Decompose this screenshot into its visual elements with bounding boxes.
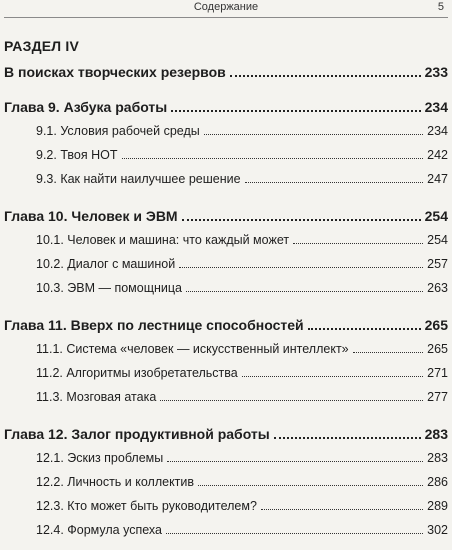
subsection-page: 242 bbox=[427, 148, 448, 162]
dot-leader bbox=[166, 532, 423, 534]
subsection-page: 286 bbox=[427, 475, 448, 489]
dot-leader bbox=[182, 218, 421, 221]
part-page: 233 bbox=[424, 64, 448, 80]
dot-leader bbox=[353, 351, 424, 353]
dot-leader bbox=[261, 508, 423, 510]
chapter-page: 283 bbox=[424, 426, 448, 442]
subsection-page: 247 bbox=[427, 172, 448, 186]
toc-chapter-entry bbox=[4, 208, 448, 226]
chapter-title: Глава 12. Залог продуктивной работы bbox=[4, 426, 270, 442]
dot-leader bbox=[308, 327, 421, 330]
toc-subsection-entry bbox=[4, 499, 448, 517]
subsection-title: 11.3. Мозговая атака bbox=[36, 390, 157, 404]
chapter-title: Глава 9. Азбука работы bbox=[4, 99, 168, 115]
toc-subsection-entry bbox=[4, 148, 448, 166]
subsection-title: 12.1. Эскиз проблемы bbox=[36, 451, 164, 465]
dot-leader bbox=[167, 460, 423, 462]
toc-part-entry bbox=[4, 64, 448, 82]
header-page-number: 5 bbox=[437, 1, 444, 13]
dot-leader bbox=[274, 436, 421, 439]
toc-subsection-entry bbox=[4, 281, 448, 299]
toc-chapter-entry bbox=[4, 317, 448, 335]
chapter-page: 234 bbox=[424, 99, 448, 115]
dot-leader bbox=[293, 242, 423, 244]
toc-subsection-entry bbox=[4, 342, 448, 360]
subsection-page: 271 bbox=[427, 366, 448, 380]
dot-leader bbox=[242, 375, 423, 377]
toc-subsection-entry bbox=[4, 233, 448, 251]
subsection-page: 234 bbox=[427, 124, 448, 138]
subsection-page: 257 bbox=[427, 257, 448, 271]
dot-leader bbox=[122, 157, 424, 159]
toc-subsection-entry bbox=[4, 172, 448, 190]
chapter-page: 265 bbox=[424, 317, 448, 333]
dot-leader bbox=[245, 181, 424, 183]
subsection-page: 265 bbox=[427, 342, 448, 356]
subsection-title: 12.2. Личность и коллектив bbox=[36, 475, 195, 489]
subsection-title: 9.3. Как найти наилучшее решение bbox=[36, 172, 241, 186]
subsection-page: 263 bbox=[427, 281, 448, 295]
section-label: РАЗДЕЛ IV bbox=[4, 38, 80, 54]
subsection-title: 11.1. Система «человек — искусственный интеллект» bbox=[36, 342, 349, 356]
subsection-page: 277 bbox=[427, 390, 448, 404]
subsection-title: 10.1. Человек и машина: что каждый может bbox=[36, 233, 290, 247]
subsection-page: 289 bbox=[427, 499, 448, 513]
toc-subsection-entry bbox=[4, 257, 448, 275]
chapter-title: Глава 11. Вверх по лестнице способностей bbox=[4, 317, 304, 333]
subsection-title: 9.2. Твоя НОТ bbox=[36, 148, 118, 162]
subsection-title: 12.3. Кто может быть руководителем? bbox=[36, 499, 257, 513]
toc-chapter-entry bbox=[4, 99, 448, 117]
toc-subsection-entry bbox=[4, 124, 448, 142]
dot-leader bbox=[179, 266, 423, 268]
dot-leader bbox=[160, 399, 423, 401]
subsection-title: 11.2. Алгоритмы изобретательства bbox=[36, 366, 238, 380]
toc-subsection-entry bbox=[4, 390, 448, 408]
header-title: Содержание bbox=[193, 1, 259, 13]
dot-leader bbox=[198, 484, 423, 486]
dot-leader bbox=[230, 74, 421, 77]
dot-leader bbox=[204, 133, 423, 135]
toc-subsection-entry bbox=[4, 475, 448, 493]
chapter-page: 254 bbox=[424, 208, 448, 224]
subsection-page: 283 bbox=[427, 451, 448, 465]
part-title: В поисках творческих резервов bbox=[4, 64, 226, 80]
toc-subsection-entry bbox=[4, 523, 448, 541]
subsection-title: 10.3. ЭВМ — помощница bbox=[36, 281, 183, 295]
subsection-page: 302 bbox=[427, 523, 448, 537]
subsection-page: 254 bbox=[427, 233, 448, 247]
toc-subsection-entry bbox=[4, 451, 448, 469]
chapter-title: Глава 10. Человек и ЭВМ bbox=[4, 208, 178, 224]
subsection-title: 12.4. Формула успеха bbox=[36, 523, 162, 537]
running-header bbox=[4, 0, 448, 18]
subsection-title: 10.2. Диалог с машиной bbox=[36, 257, 176, 271]
dot-leader bbox=[171, 109, 420, 112]
toc-subsection-entry bbox=[4, 366, 448, 384]
dot-leader bbox=[186, 290, 423, 292]
toc-chapter-entry bbox=[4, 426, 448, 444]
subsection-title: 9.1. Условия рабочей среды bbox=[36, 124, 200, 138]
